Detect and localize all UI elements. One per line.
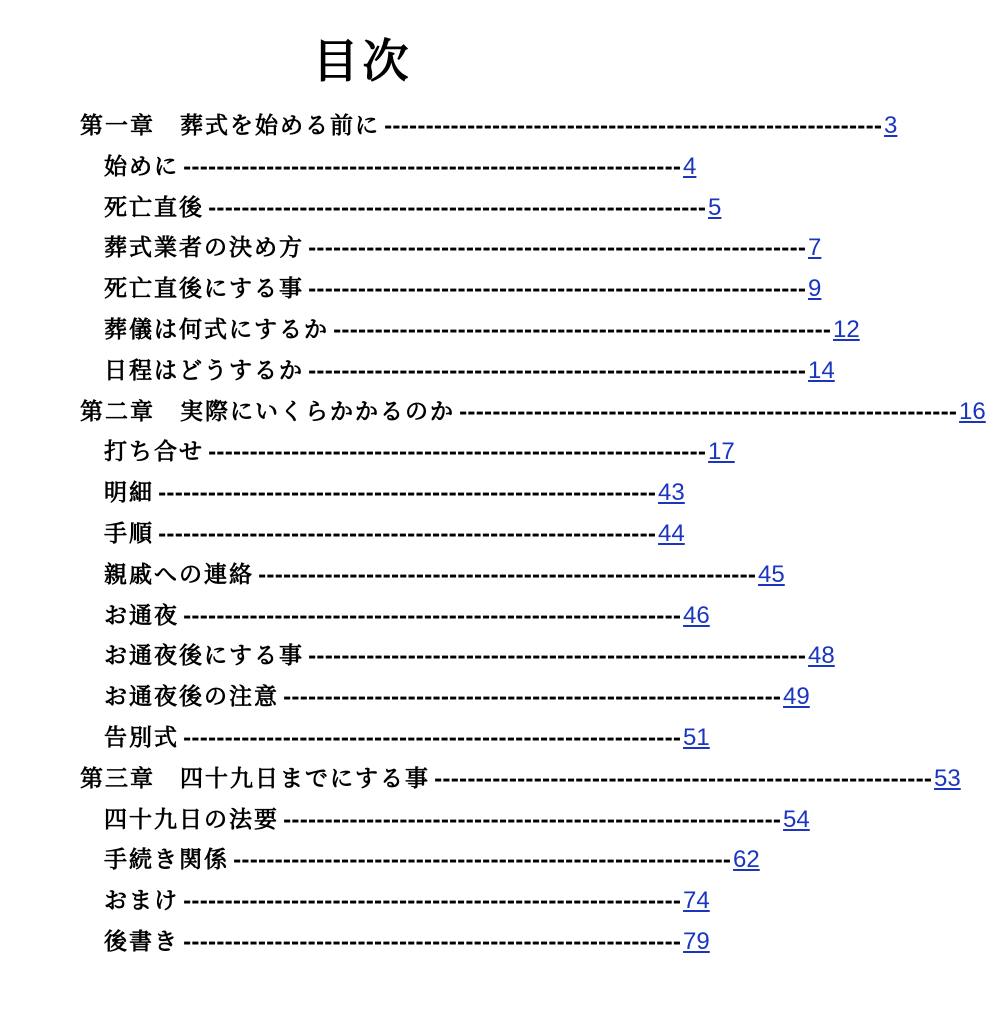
toc-section-entry (104, 351, 835, 391)
toc-section-entry (104, 432, 735, 472)
dot-leader: ------------------------------------------------------------ (308, 277, 807, 302)
dot-leader: ------------------------------------------------------------ (183, 154, 682, 179)
dot-leader: ------------------------------------------------------------ (183, 603, 682, 628)
dot-leader: ------------------------------------------------------------ (308, 644, 807, 669)
toc-entry-label: 第二章 実際にいくらかかるのか (80, 398, 455, 425)
toc-entry-label: 第一章 葬式を始める前に (80, 113, 380, 139)
dot-leader: ------------------------------------------------------------ (384, 114, 883, 138)
toc-chapter-entry (80, 106, 898, 146)
toc-page-link[interactable]: 5 (708, 193, 722, 221)
toc-page-link[interactable]: 74 (683, 887, 710, 915)
dot-leader: ------------------------------------------------------------ (183, 889, 682, 914)
dot-leader: ------------------------------------------------------------ (208, 440, 707, 465)
dot-leader: ------------------------------------------------------------ (183, 930, 682, 954)
toc-entry-label: 死亡直後にする事 (104, 276, 304, 303)
toc-section-entry (104, 596, 710, 636)
toc-section-entry (104, 555, 785, 595)
toc-entry-label: 葬式業者の決め方 (104, 235, 304, 262)
toc-section-entry (104, 310, 860, 350)
dot-leader: ------------------------------------------------------------ (308, 358, 807, 383)
toc-page-link[interactable]: 51 (683, 724, 710, 751)
dot-leader: ------------------------------------------------------------ (208, 195, 707, 220)
dot-leader: ------------------------------------------------------------ (283, 685, 782, 710)
toc-chapter-entry (80, 759, 961, 799)
toc-entry-label: お通夜後にする事 (104, 643, 304, 670)
toc-page-link[interactable]: 16 (959, 397, 986, 425)
toc-entry-label: 始めに (104, 153, 179, 180)
toc-entry-label: お通夜後の注意 (104, 684, 279, 711)
toc-page-link[interactable]: 43 (658, 479, 685, 507)
toc-entry-label: 明細 (104, 480, 154, 507)
toc-section-entry (104, 228, 822, 268)
toc-section-entry (104, 677, 810, 717)
toc-page-link[interactable]: 44 (658, 520, 685, 547)
toc-section-entry (104, 718, 710, 758)
toc-entry-label: 葬儀は何式にするか (104, 317, 329, 343)
toc-entry-label: 日程はどうするか (104, 357, 304, 384)
dot-leader: ------------------------------------------------------------ (258, 562, 757, 587)
toc-page-link[interactable]: 7 (808, 234, 822, 262)
toc-section-entry (104, 636, 835, 676)
toc-section-entry (104, 147, 697, 187)
dot-leader: ------------------------------------------------------------ (434, 766, 933, 791)
toc-entry-label: 手続き関係 (104, 847, 229, 874)
toc-entry-label: 死亡直後 (104, 194, 204, 221)
toc-page-link[interactable]: 49 (783, 683, 810, 711)
toc-page-link[interactable]: 12 (833, 316, 860, 343)
dot-leader: ------------------------------------------------------------ (158, 481, 657, 506)
toc-page-link[interactable]: 46 (683, 601, 710, 629)
toc-section-entry (104, 922, 710, 962)
toc-entry-label: 第三章 四十九日までにする事 (80, 765, 430, 792)
toc-section-entry (104, 514, 685, 554)
toc-entry-label: 後書き (104, 929, 179, 955)
toc-entry-label: 手順 (104, 521, 154, 547)
toc-section-entry (104, 473, 685, 513)
toc-section-entry (104, 840, 760, 880)
toc-section-entry (104, 800, 810, 840)
dot-leader: ------------------------------------------------------------ (283, 807, 782, 832)
toc-page-link[interactable]: 9 (808, 275, 822, 303)
dot-leader: ------------------------------------------------------------ (158, 522, 657, 546)
toc-page-link[interactable]: 54 (783, 805, 810, 833)
dot-leader: ------------------------------------------------------------ (308, 236, 807, 261)
toc-page-link[interactable]: 14 (808, 356, 835, 384)
toc-chapter-entry (80, 392, 986, 432)
toc-entry-label: お通夜 (104, 602, 179, 629)
dot-leader: ------------------------------------------------------------ (333, 318, 832, 342)
toc-entry-label: 打ち合せ (104, 439, 204, 466)
toc-section-entry (104, 269, 822, 309)
dot-leader: ------------------------------------------------------------ (183, 726, 682, 750)
toc-page-link[interactable]: 79 (683, 928, 710, 955)
toc-page-link[interactable]: 3 (884, 112, 898, 139)
toc-page-link[interactable]: 17 (708, 438, 735, 466)
toc-entry-label: 告別式 (104, 725, 179, 751)
toc-page-link[interactable]: 45 (758, 560, 785, 588)
toc-entry-label: おまけ (104, 888, 179, 915)
toc-page-link[interactable]: 4 (683, 152, 697, 180)
page-title: 目次 (312, 34, 413, 88)
dot-leader: ------------------------------------------------------------ (459, 399, 958, 424)
toc-page-link[interactable]: 62 (733, 846, 760, 874)
toc-page-link[interactable]: 53 (934, 764, 961, 792)
toc-entry-label: 四十九日の法要 (104, 806, 279, 833)
toc-entry-label: 親戚への連絡 (104, 561, 254, 588)
dot-leader: ------------------------------------------------------------ (233, 848, 732, 873)
toc-section-entry (104, 881, 710, 921)
toc-section-entry (104, 188, 722, 228)
toc-page-link[interactable]: 48 (808, 642, 835, 670)
